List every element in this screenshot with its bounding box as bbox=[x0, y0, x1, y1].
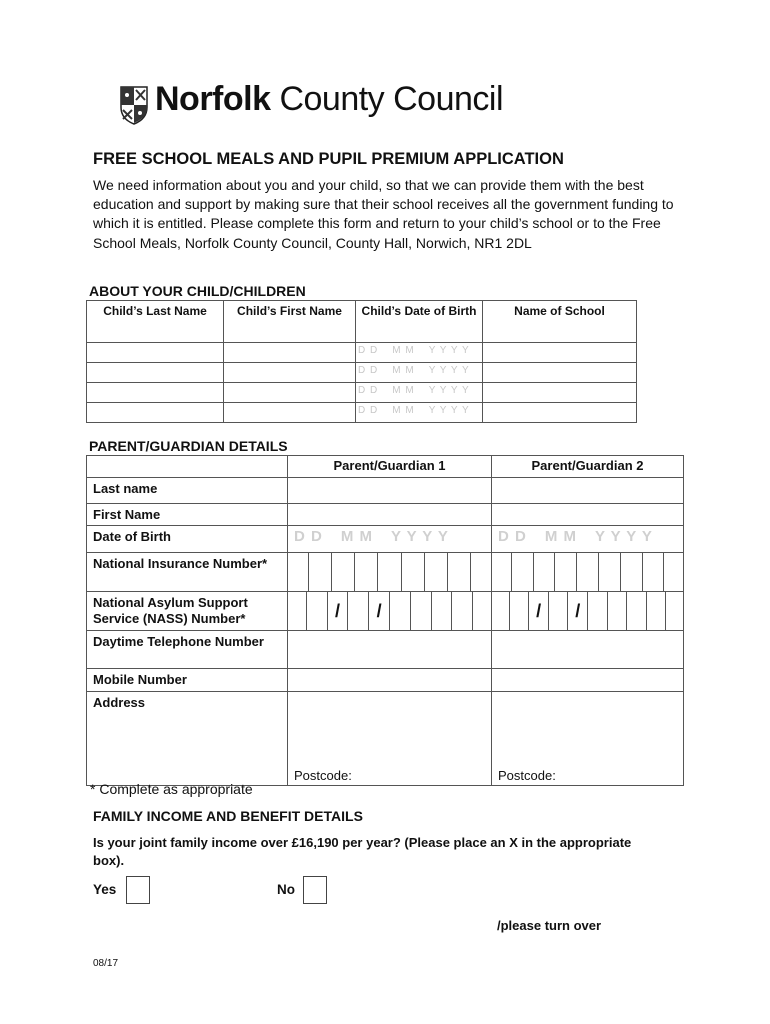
dob-placeholder-day: D D bbox=[358, 385, 379, 396]
dob-placeholder-year: Y Y Y Y bbox=[595, 528, 653, 545]
dob-placeholder-month: M M bbox=[392, 405, 415, 416]
dob-placeholder-month: M M bbox=[392, 365, 415, 376]
form-code: 08/17 bbox=[93, 958, 119, 969]
income-heading: FAMILY INCOME AND BENEFIT DETAILS bbox=[93, 808, 363, 824]
child-row bbox=[87, 343, 637, 363]
turn-over-note: /please turn over bbox=[497, 918, 602, 933]
child-last-name-input[interactable] bbox=[87, 343, 224, 363]
dob-placeholder-month: M M bbox=[544, 528, 578, 545]
nass-separator: / bbox=[568, 592, 588, 630]
nass-separator: / bbox=[369, 592, 390, 630]
child-dob-input[interactable] bbox=[356, 363, 483, 383]
form-title: FREE SCHOOL MEALS AND PUPIL PREMIUM APPLICATION bbox=[93, 150, 564, 168]
label-mobile: Mobile Number bbox=[87, 669, 288, 692]
p1-last-name-input[interactable] bbox=[288, 478, 492, 504]
child-school-input[interactable] bbox=[483, 383, 637, 403]
label-nass-number: National Asylum Support Service (NASS) Number* bbox=[87, 592, 288, 631]
no-checkbox[interactable] bbox=[303, 876, 327, 904]
p1-phone-input[interactable] bbox=[288, 631, 492, 669]
p1-dob-input[interactable] bbox=[288, 526, 492, 553]
child-dob-input[interactable] bbox=[356, 343, 483, 363]
parents-heading: PARENT/GUARDIAN DETAILS bbox=[89, 438, 288, 454]
nass-separator: / bbox=[328, 592, 349, 630]
dob-placeholder-year: Y Y Y Y bbox=[428, 405, 470, 416]
yes-checkbox[interactable] bbox=[126, 876, 150, 904]
child-row bbox=[87, 363, 637, 383]
label-daytime-phone: Daytime Telephone Number bbox=[87, 631, 288, 669]
col-parent-1: Parent/Guardian 1 bbox=[288, 456, 492, 478]
p2-last-name-input[interactable] bbox=[492, 478, 684, 504]
no-label: No bbox=[277, 882, 295, 897]
child-last-name-input[interactable] bbox=[87, 403, 224, 423]
dob-placeholder-day: D D bbox=[294, 528, 323, 545]
dob-placeholder-year: Y Y Y Y bbox=[428, 365, 470, 376]
dob-placeholder-day: D D bbox=[358, 405, 379, 416]
nass-separator: / bbox=[529, 592, 549, 630]
p2-address-input[interactable] bbox=[492, 692, 684, 786]
child-first-name-input[interactable] bbox=[224, 343, 356, 363]
p1-first-name-input[interactable] bbox=[288, 504, 492, 526]
p2-postcode-label: Postcode: bbox=[498, 768, 556, 783]
p1-postcode-label: Postcode: bbox=[294, 768, 352, 783]
child-school-input[interactable] bbox=[483, 363, 637, 383]
parents-table bbox=[86, 455, 684, 786]
child-row bbox=[87, 383, 637, 403]
income-question: Is your joint family income over £16,190 per year? (Please place an X in the appropriate box). bbox=[93, 835, 632, 868]
dob-placeholder-day: D D bbox=[498, 528, 527, 545]
dob-placeholder-year: Y Y Y Y bbox=[428, 345, 470, 356]
child-row bbox=[87, 403, 637, 423]
dob-placeholder-year: Y Y Y Y bbox=[428, 385, 470, 396]
p1-ni-input[interactable] bbox=[288, 553, 492, 592]
council-logo bbox=[155, 80, 503, 119]
intro-paragraph: We need information about you and your child, so that we can provide them with the best education and support by making sure that their school receives all the government funding to which it is entitled. Please complete this form and return to your child’s school or to the Free School Meals, Norfolk County Council, County Hall, Norwich, NR1 2DL bbox=[93, 177, 674, 251]
dob-placeholder-month: M M bbox=[392, 385, 415, 396]
p2-phone-input[interactable] bbox=[492, 631, 684, 669]
logo-bold-text: Norfolk bbox=[155, 80, 271, 118]
parents-corner bbox=[87, 456, 288, 478]
p2-dob-input[interactable] bbox=[492, 526, 684, 553]
col-parent-2: Parent/Guardian 2 bbox=[492, 456, 684, 478]
child-first-name-input[interactable] bbox=[224, 383, 356, 403]
p2-mobile-input[interactable] bbox=[492, 669, 684, 692]
child-last-name-input[interactable] bbox=[87, 363, 224, 383]
label-dob: Date of Birth bbox=[87, 526, 288, 553]
label-address: Address bbox=[87, 692, 288, 786]
dob-placeholder-year: Y Y Y Y bbox=[391, 528, 449, 545]
child-dob-input[interactable] bbox=[356, 403, 483, 423]
col-school-name: Name of School bbox=[483, 301, 637, 343]
label-first-name: First Name bbox=[87, 504, 288, 526]
yes-label: Yes bbox=[93, 882, 117, 897]
dob-placeholder-month: M M bbox=[392, 345, 415, 356]
p2-first-name-input[interactable] bbox=[492, 504, 684, 526]
child-first-name-input[interactable] bbox=[224, 363, 356, 383]
children-table bbox=[86, 300, 637, 423]
col-child-dob: Child’s Date of Birth bbox=[356, 301, 483, 343]
child-first-name-input[interactable] bbox=[224, 403, 356, 423]
footnote: * Complete as appropriate bbox=[90, 781, 253, 797]
dob-placeholder-day: D D bbox=[358, 345, 379, 356]
child-last-name-input[interactable] bbox=[87, 383, 224, 403]
child-dob-input[interactable] bbox=[356, 383, 483, 403]
dob-placeholder-day: D D bbox=[358, 365, 379, 376]
dob-placeholder-month: M M bbox=[340, 528, 374, 545]
child-school-input[interactable] bbox=[483, 343, 637, 363]
p1-mobile-input[interactable] bbox=[288, 669, 492, 692]
label-last-name: Last name bbox=[87, 478, 288, 504]
p1-nass-input[interactable] bbox=[288, 592, 492, 631]
label-ni-number: National Insurance Number* bbox=[87, 553, 288, 592]
child-school-input[interactable] bbox=[483, 403, 637, 423]
col-child-last-name: Child’s Last Name bbox=[87, 301, 224, 343]
p1-address-input[interactable] bbox=[288, 692, 492, 786]
col-child-first-name: Child’s First Name bbox=[224, 301, 356, 343]
council-crest-icon bbox=[119, 85, 149, 125]
p2-nass-input[interactable] bbox=[492, 592, 684, 631]
logo-light-text: County Council bbox=[279, 80, 504, 118]
children-heading: ABOUT YOUR CHILD/CHILDREN bbox=[89, 283, 306, 299]
p2-ni-input[interactable] bbox=[492, 553, 684, 592]
